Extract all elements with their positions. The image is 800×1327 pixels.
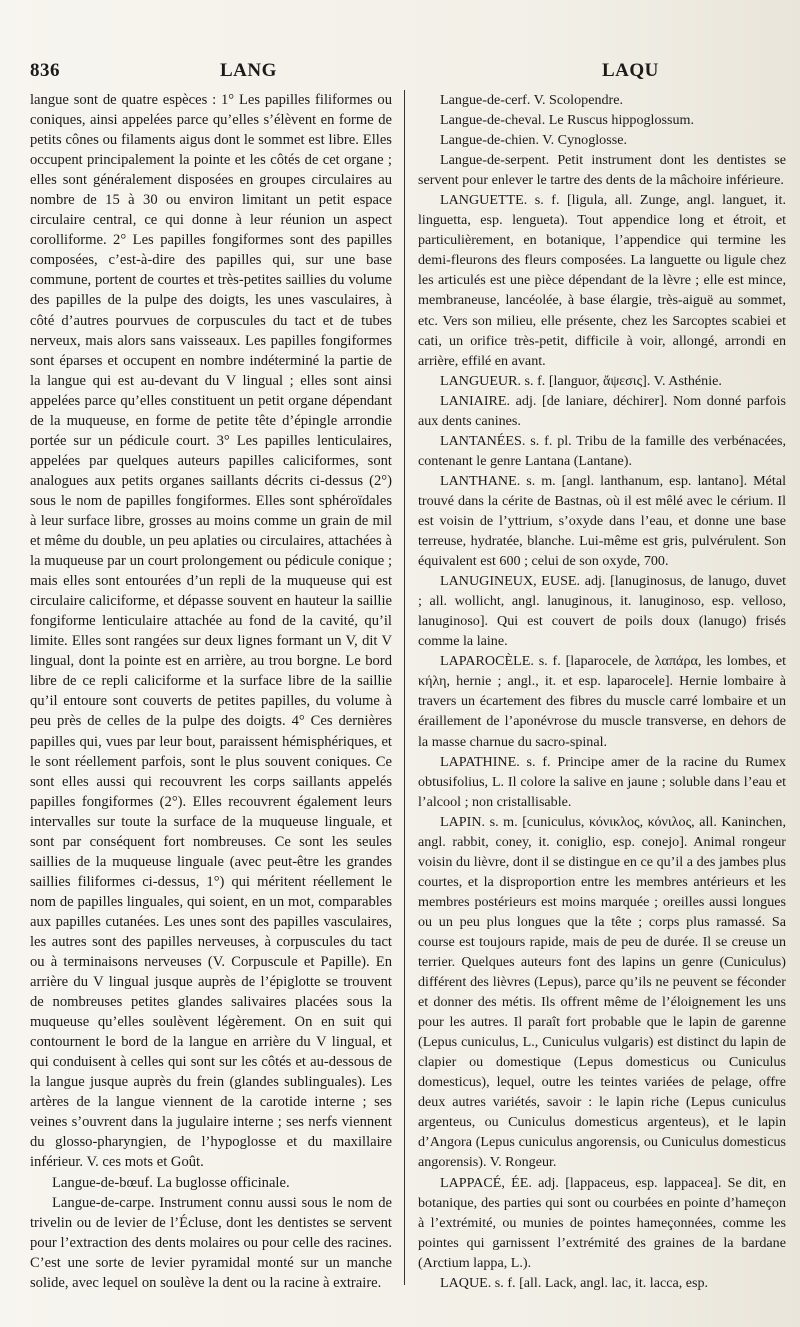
entry-lapathine: LAPATHINE. s. f. Principe amer de la racine du Rumex obtusifolius, L. Il colore la salive en jaune ; soluble dans l’eau et l’alcool ; non cristallisable.: [418, 753, 786, 810]
entry-lapin: LAPIN. s. m. [cuniculus, κόνικλος, κόνιλος, all. Kaninchen, angl. rabbit, coney, it. coniglio, esp. conejo]. Animal rongeur voisin du lièvre, dont il se distingue en ce qu’il a des jambes plus courtes, et la disproportion entre les membres antérieurs et les membres postérieurs est moins marquée ; oreilles aussi longues ou un peu plus longues que la tête ; corps plus ramassé. Sa course est toujours rapide, mais de peu de durée. Il se creuse un terrier. Quelques auteurs font des lapins un genre (Cuniculus) différent des lièvres (Lepus), parce qu’ils ne peuvent se féconder et donner des métis. Ils offrent même de l’éloignement les uns pour les autres. Il paraît fort probable que le lapin de garenne (Lepus cuniculus, L., Cuniculus vulgaris) est distinct du lapin de clapier ou domestique (Lepus domesticus ou Cuniculus domesticus), lequel, outre les teintes variées de pelage, offre deux autres variétés, savoir : le lapin riche (Lepus cuniculus argenteus, ou Cuniculus domesticus argenteus), et le lapin d’Angora (Lepus cuniculus angorensis, ou Cuniculus domesticus angorensis). V. Rongeur.: [418, 813, 786, 1171]
entry-lanugineux: LANUGINEUX, EUSE. adj. [lanuginosus, de lanugo, duvet ; all. wollicht, angl. lanuginous, it. lanuginoso, esp. velloso, lanuginoso]. Qui est couvert de poils doux (lanugo) frisés comme la laine.: [418, 573, 786, 650]
entry-laque: LAQUE. s. f. [all. Lack, angl. lac, it. lacca, esp.: [440, 1274, 709, 1291]
entry-langueur: LANGUEUR. s. f. [languor, ἄψεσις]. V. Asthénie.: [440, 372, 722, 389]
entry-langue-de-serpent: Langue-de-serpent. Petit instrument dont les dentistes se servent pour enlever le tartre des dents de la mâchoire inférieure.: [418, 152, 786, 189]
entry-langue-de-chien: Langue-de-chien. V. Cynoglosse.: [440, 132, 627, 149]
running-header: [30, 60, 770, 90]
entry-langue-de-cheval: Langue-de-cheval. Le Ruscus hippoglossum.: [440, 112, 695, 129]
right-column: [418, 90, 786, 1293]
entry-langue-de-carpe: Langue-de-carpe. Instrument connu aussi sous le nom de trivelin ou de levier de l’Écluse, dont les dentistes se servent pour l’extraction des dents molaires ou pour celle des racines. C’est une sorte de levier pyramidal monté sur un manche solide, avec lequel on soulève la dent ou la racine à extraire.: [30, 1194, 392, 1291]
right-guide-word: LAQU: [602, 60, 659, 81]
entry-lantanees: LANTANÉES. s. f. pl. Tribu de la famille des verbénacées, contenant le genre Lantana (Lantane).: [418, 432, 786, 469]
entry-lappace: LAPPACÉ, ÉE. adj. [lappaceus, esp. lappacea]. Se dit, en botanique, des parties qui sont ou courbées en pointe d’hameçon à l’extrémité, ou munies de pointes hameçonnées, comme les pointes qui garnissent l’extrémité des graines de la bardane (Arctium lappa, L.).: [418, 1174, 786, 1271]
entry-langue-de-cerf: Langue-de-cerf. V. Scolopendre.: [440, 92, 624, 108]
page-number: 836: [30, 60, 60, 81]
left-guide-word: LANG: [220, 60, 277, 81]
entry-laparocele: LAPAROCÈLE. s. f. [laparocele, de λαπάρα, les lombes, et κήλη, hernie ; angl., it. et esp. laparocele]. Hernie lombaire à travers un écartement des fibres du muscle carré lombaire et un éraillement de l’aponévrose du muscle transverse, en dehors de la masse charnue du sacro-spinal.: [418, 653, 786, 750]
entry-laniaire: LANIAIRE. adj. [de laniare, déchirer]. Nom donné parfois aux dents canines.: [418, 392, 786, 429]
entry-langue-continued: langue sont de quatre espèces : 1° Les papilles filiformes ou coniques, ainsi appelées parce qu’elles s’élèvent en forme de petits cônes ou filaments aigus dont le sommet est libre. Elles occupent principalement la pointe et les côtés de cet organe ; elles sont généralement disposées en groupes circulaires au nombre de 15 à 30 ou environ limitant un petit espace circulaire central, ce qui donne à leur réunion un aspect corolliforme. 2° Les papilles fongiformes sont des papilles composées, c’est-à-dire des papilles qui, sur une base commune, portent de courtes et très-petites saillies du volume des papilles de la pulpe des doigts, les unes vasculaires, à côté d’autres pourvues de corpuscules du tact et de tubes nerveux, mais alors sans vaisseaux. Les papilles fongiformes sont éparses et occupent en nombre indéterminé la partie de la langue qui est au-devant du V lingual ; elles sont ainsi appelées parce qu’elles constituent un petit organe dépendant de la muqueuse, en forme de petite tête d’épingle arrondie portée sur un pédicule court. 3° Les papilles lenticulaires, appelées par quelques auteurs papilles caliciformes, sont analogues aux petits organes saillants décrits ci-dessus (2°) sous le nom de papilles fongiformes. Elles sont sphéroïdales à leur surface libre, grosses au moins comme un grain de mil et même du double, un peu aplaties ou circulaires, attachées à la muqueuse par un court prolongement ou pédicule conique ; mais elles sont entourées d’un repli de la muqueuse qui est circulaire caliciforme, et dépasse souvent en hauteur la saillie fongiforme lenticulaire attachée au fond de la cavité, qu’il limite. Elles sont rangées sur deux lignes formant un V, dit V lingual, dont la pointe est en arrière, au trou borgne. Le bord libre de ce repli caliciforme et la surface libre de la saillie qu’il entoure sont couverts de petites papilles, du volume à peu près de celles de la pulpe des doigts. 4° Ces dernières papilles qui, vues par leur bout, paraissent hémisphériques, et le sont réellement parfois, sont le plus souvent coniques. Ce sont elles aussi qui recouvrent les corps saillants appelés papilles fongiformes (2°). Elles recouvrent également leurs intervalles sur toute la surface de la muqueuse linguale, et sont par conséquent fort nombreuses. Ce sont les seules saillies de la muqueuse linguale (avec peut-être les grandes saillies filiformes ci-dessus, 1°) qui méritent réellement le nom de papilles linguales, qui soient, en un mot, comparables aux papilles cutanées. Les unes sont des papilles vasculaires, les autres sont des papilles nerveuses, à corpuscules du tact ou à terminaisons nerveuses (V. Corpuscule et Papille). En arrière du V lingual jusque auprès de l’épiglotte se trouvent de nombreuses petites glandes salivaires placées sous la muqueuse qu’elles soulèvent légèrement. On en suit qui contournent le bord de la langue en arrière du V lingual, et qui conduisent à celles qui sont sur les côtés et au-dessous de la langue jusque auprès du frein (glandes sublinguales). Les artères de la langue viennent de la carotide interne ; ses veines s’ouvrent dans la jugulaire interne ; ses nerfs viennent du glosso-pharyngien, de l’hypoglosse et du maxillaire inférieur. V. ces mots et Goût.: [30, 92, 392, 1171]
entry-langue-de-boeuf: Langue-de-bœuf. La buglosse officinale.: [52, 1174, 290, 1191]
left-column: [30, 90, 392, 1293]
entry-lanthane: LANTHANE. s. m. [angl. lanthanum, esp. lantano]. Métal trouvé dans la cérite de Bastnas, où il est mêlé avec le cérium. Il est voisin de l’yttrium, s’oxyde dans l’eau, et donne une base terreuse, hydratée, blanche. Lui-même est gris, pulvérulent. Son équivalent est 600 ; celui de son oxyde, 700.: [418, 472, 786, 570]
entry-languette: LANGUETTE. s. f. [ligula, all. Zunge, angl. languet, it. linguetta, esp. lengueta). Tout appendice long et étroit, et particulièrement, en botanique, l’appendice qui termine les demi-fleurons des fleurs composées. La languette ou ligule chez les articulés est une pièce dépendant de la lèvre ; elle est mince, membraneuse, lancéolée, à base élargie, très-aiguë au sommet, etc. Vers son milieu, elle présente, chez les Sarcoptes scabiei et cati, un orifice très-petit, difficile à voir, allongé, arrondi en arrière, effilé en avant.: [418, 192, 786, 369]
column-divider: [404, 90, 405, 1285]
